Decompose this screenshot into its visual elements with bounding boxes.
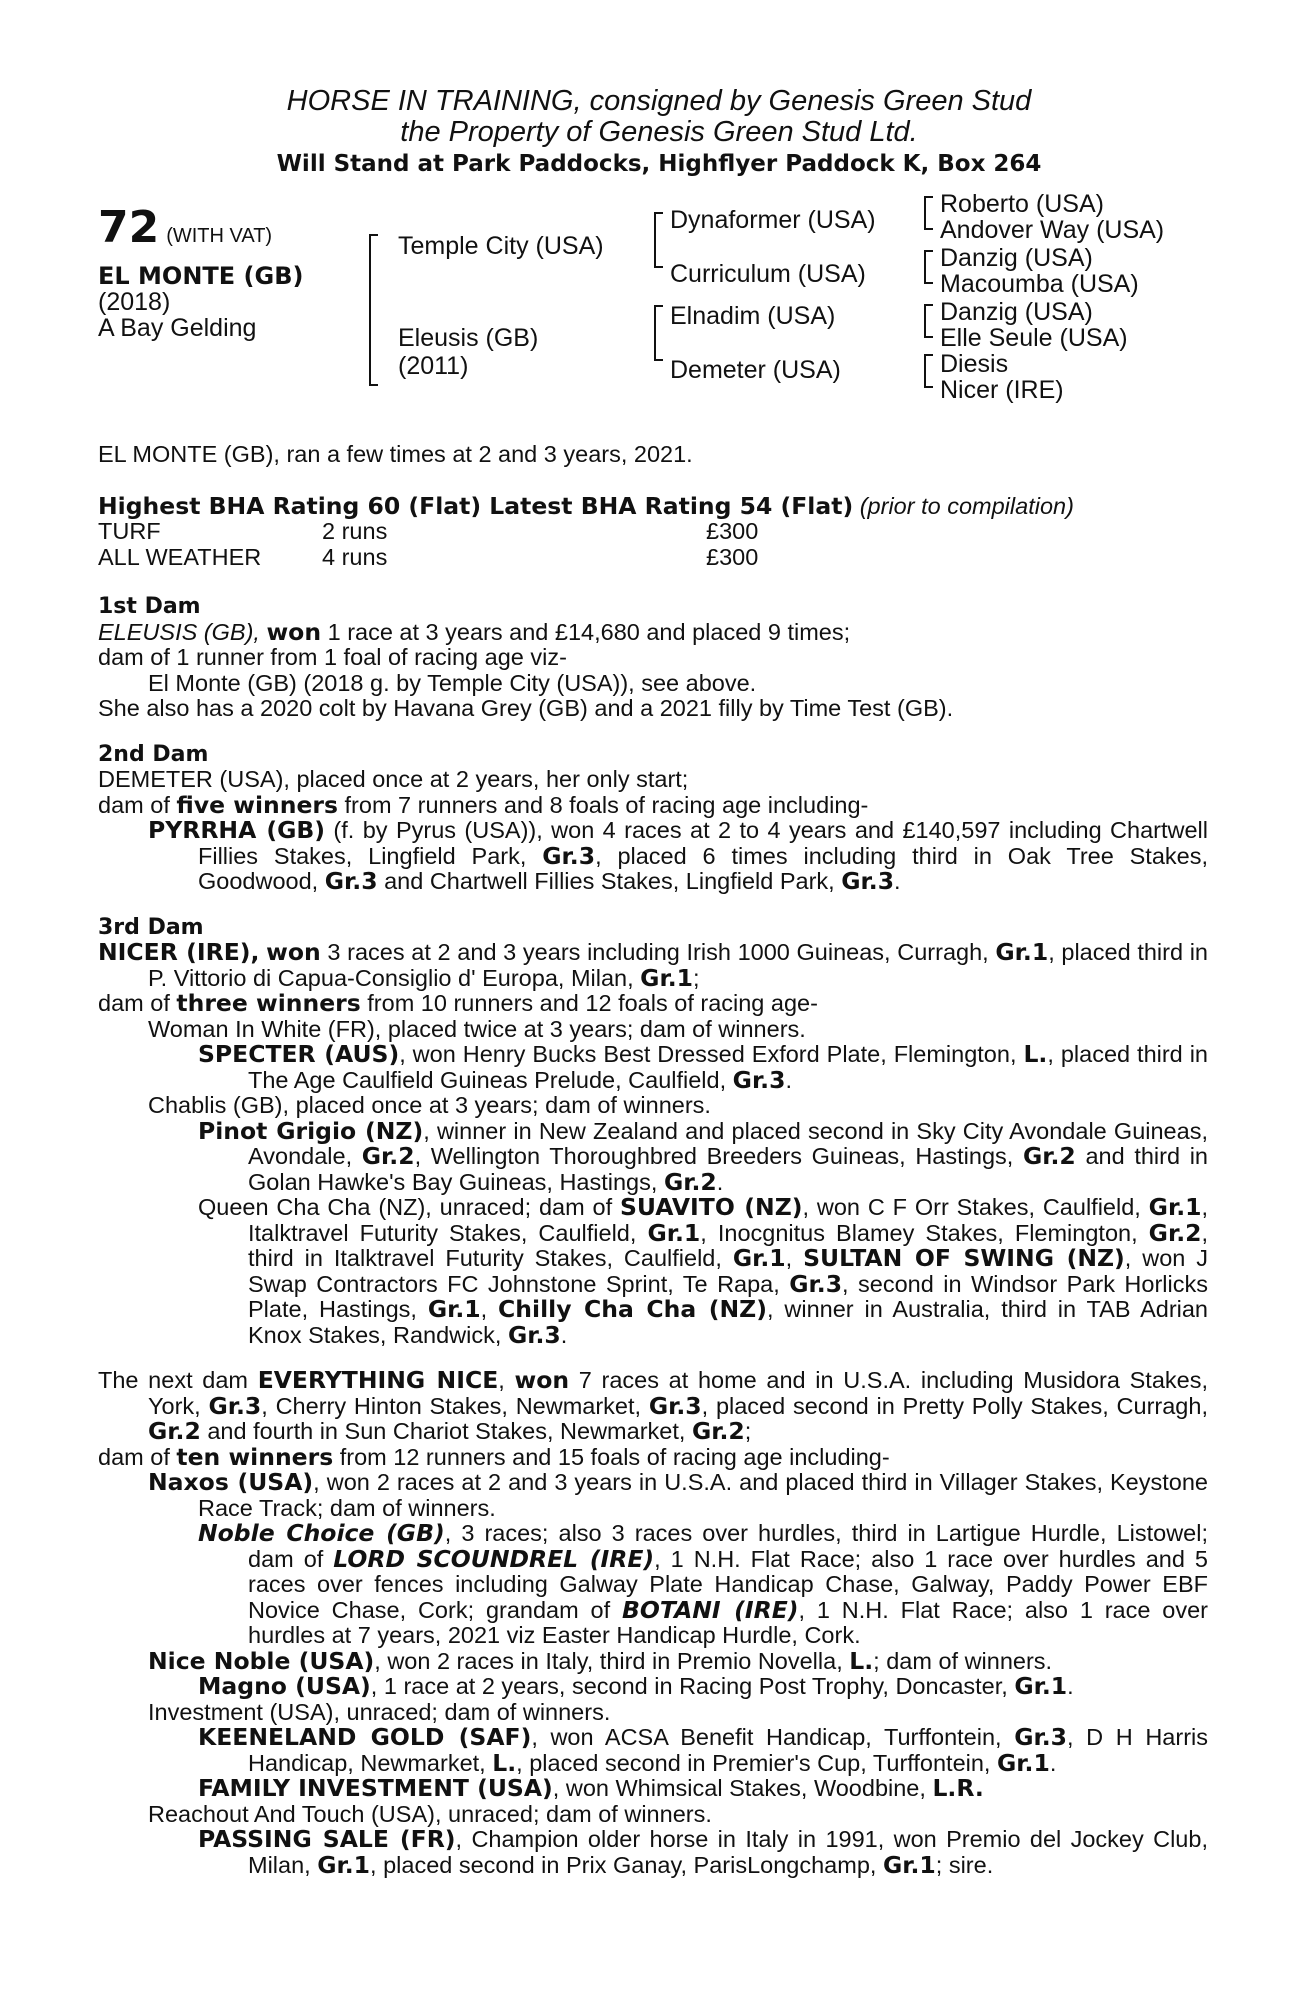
horse-name: EL MONTE (GB) <box>98 262 304 290</box>
surface: TURF <box>98 518 161 544</box>
ancestor: Elle Seule (USA) <box>940 324 1128 352</box>
first-dam-section <box>98 594 1208 722</box>
produce-summary: dam of three winners from 10 runners and 12 foals of racing age- <box>98 989 818 1017</box>
ancestor: Roberto (USA) <box>940 190 1104 218</box>
prize-money: £300 <box>706 543 759 570</box>
next-dam-section <box>98 1368 1208 1878</box>
dam-sire: Elnadim (USA) <box>670 302 836 330</box>
produce-entry: Investment (USA), unraced; dam of winners. <box>148 1698 611 1725</box>
bracket <box>924 354 933 388</box>
sire-dam: Curriculum (USA) <box>670 260 866 288</box>
dam-dam: Demeter (USA) <box>670 356 841 384</box>
race-summary: EL MONTE (GB), ran a few times at 2 and 3 years, 2021. <box>98 441 693 467</box>
runs: 4 runs <box>322 543 388 570</box>
bracket <box>924 196 933 230</box>
dam-name: ELEUSIS (GB), <box>98 618 260 645</box>
pedigree-block <box>98 190 1208 442</box>
bracket <box>654 305 663 361</box>
dam-record: The next dam EVERYTHING NICE, won 7 races at home and in U.S.A. including Musidora Stakes, York, Gr.3, Cherry Hinton Stakes, Newmarket, Gr.3, placed second in Pretty Polly Stakes, Curragh, Gr.2 and fourth in Sun Chariot Stakes, Newmarket, Gr.2; <box>98 1366 1209 1445</box>
produce-entry: Woman In White (FR), placed twice at 3 years; dam of winners. <box>148 1015 806 1042</box>
lot-header <box>98 202 272 253</box>
record-text: 1 race at 3 years and £14,680 and placed 9 times; <box>321 618 851 645</box>
sire-sire: Dynaformer (USA) <box>670 206 876 234</box>
catalogue-page <box>98 86 1208 1878</box>
runs: 2 runs <box>322 518 388 544</box>
produce-summary: dam of ten winners from 12 runners and 15 foals of racing age including- <box>98 1442 890 1471</box>
consignor-line: HORSE IN TRAINING, consigned by Genesis Green Stud <box>286 85 1032 117</box>
dam-record: NICER (IRE), won 3 races at 2 and 3 years including Irish 1000 Guineas, Curragh, Gr.1, placed third in P. Vittorio di Capua-Consiglio d' Europa, Milan, Gr.1; <box>98 938 1208 992</box>
rating-block <box>98 491 1208 571</box>
ancestor: Danzig (USA) <box>940 298 1093 326</box>
foaling-year: (2018) <box>98 288 171 316</box>
bracket <box>924 250 933 284</box>
ancestor: Diesis <box>940 350 1009 378</box>
produce-entry: FAMILY INVESTMENT (USA), won Whimsical Stakes, Woodbine, L.R. <box>198 1774 984 1802</box>
produce-entry: Nice Noble (USA), won 2 races in Italy, third in Premio Novella, L.; dam of winners. <box>148 1646 1053 1675</box>
bracket <box>369 234 378 386</box>
ancestor: Andover Way (USA) <box>940 216 1165 244</box>
produce-entry: PASSING SALE (FR), Champion older horse in Italy in 1991, won Premio del Jockey Club, Milan, Gr.1, placed second in Prix Ganay, ParisLongchamp, Gr.1; sire. <box>198 1825 1208 1879</box>
produce-entry: Pinot Grigio (NZ), winner in New Zealand and placed second in Sky City Avondale Guineas, Avondale, Gr.2, Wellington Thoroughbred Breeders Guineas, Hastings, Gr.2 and third in Golan Hawke's Bay Guineas, Hastings, Gr.2. <box>198 1116 1208 1196</box>
produce-summary: dam of 1 runner from 1 foal of racing age viz- <box>98 644 567 670</box>
produce-entry: Noble Choice (GB), 3 races; also 3 races over hurdles, third in Lartigue Hurdle, Listowel; dam of LORD SCOUNDREL (IRE), 1 N.H. Flat Race; also 1 race over hurdles and 5 races over fences including Galway Plate Handicap Chase, Galway, Paddy Power EBF Novice Chase, Cork; grandam of BOTANI (IRE), 1 N.H. Flat Race; also 1 race over hurdles at 7 years, 2021 viz Easter Handicap Hurdle, Cork. <box>198 1519 1208 1648</box>
bracket <box>924 304 933 338</box>
won-label: won <box>266 617 322 646</box>
surface: ALL WEATHER <box>98 543 262 570</box>
ancestor: Macoumba (USA) <box>940 270 1139 298</box>
rating-note: (prior to compilation) <box>859 492 1074 519</box>
produce-entry: Magno (USA), 1 race at 2 years, second in Racing Post Trophy, Doncaster, Gr.1. <box>198 1672 1074 1700</box>
stand-location: Will Stand at Park Paddocks, Highflyer Paddock K, Box 264 <box>276 151 1042 177</box>
produce-entry: Chablis (GB), placed once at 3 years; dam of winners. <box>148 1092 711 1118</box>
dam-record: DEMETER (USA), placed once at 2 years, her only start; <box>98 766 689 792</box>
lot-number: 72 <box>98 202 160 253</box>
second-dam-section <box>98 742 1208 895</box>
sire: Temple City (USA) <box>398 232 604 260</box>
dam: Eleusis (GB) <box>398 324 539 352</box>
produce-entry: El Monte (GB) (2018 g. by Temple City (USA)), see above. <box>148 669 757 696</box>
dam-year: (2011) <box>398 352 469 380</box>
section-heading: 1st Dam <box>98 594 201 619</box>
ancestor: Nicer (IRE) <box>940 376 1064 404</box>
ancestor: Danzig (USA) <box>940 244 1093 272</box>
vat-note: (WITH VAT) <box>166 225 273 247</box>
produce-entry: Naxos (USA), won 2 races at 2 and 3 years in U.S.A. and placed third in Villager Stakes, Keystone Race Track; dam of winners. <box>148 1468 1208 1521</box>
third-dam-section <box>98 915 1208 1349</box>
produce-entry: SPECTER (AUS), won Henry Bucks Best Dressed Exford Plate, Flemington, L., placed third in The Age Caulfield Guineas Prelude, Caulfield, Gr.3. <box>198 1040 1208 1094</box>
produce-entry: KEENELAND GOLD (SAF), won ACSA Benefit Handicap, Turffontein, Gr.3, D H Harris Handicap, Newmarket, L., placed second in Premier's Cup, Turffontein, Gr.1. <box>198 1723 1208 1777</box>
section-heading: 3rd Dam <box>98 914 204 940</box>
produce-entry: Reachout And Touch (USA), unraced; dam of winners. <box>148 1800 712 1827</box>
foals-note: She also has a 2020 colt by Havana Grey (GB) and a 2021 filly by Time Test (GB). <box>98 695 954 721</box>
produce-entry: PYRRHA (GB) (f. by Pyrus (USA)), won 4 races at 2 to 4 years and £140,597 including Chartwell Fillies Stakes, Lingfield Park, Gr.3, placed 6 times including third in Oak Tree Stakes, Goodwood, Gr.3 and Chartwell Fillies Stakes, Lingfield Park, Gr.3. <box>148 816 1209 895</box>
produce-entry: Queen Cha Cha (NZ), unraced; dam of SUAVITO (NZ), won C F Orr Stakes, Caulfield, Gr.1, Italktravel Futurity Stakes, Caulfield, Gr.1, Inocgnitus Blamey Stakes, Flemington, Gr.2, third in Italktravel Futurity Stakes, Caulfield, Gr.1, SULTAN OF SWING (NZ), won J Swap Contractors FC Johnstone Sprint, Te Rapa, Gr.3, second in Windsor Park Horlicks Plate, Hastings, Gr.1, Chilly Cha Cha (NZ), winner in Australia, third in TAB Adrian Knox Stakes, Randwick, Gr.3. <box>198 1193 1209 1349</box>
rating-line: Highest BHA Rating 60 (Flat) Latest BHA Rating 54 (Flat) <box>98 491 854 520</box>
produce-summary: dam of five winners from 7 runners and 8 foals of racing age including- <box>98 790 869 819</box>
property-line: the Property of Genesis Green Stud Ltd. <box>400 116 918 148</box>
runs-row <box>98 545 1208 571</box>
prize-money: £300 <box>706 518 759 544</box>
horse-description: A Bay Gelding <box>98 314 257 342</box>
section-heading: 2nd Dam <box>98 741 209 767</box>
bracket <box>654 212 663 268</box>
runs-row <box>98 519 1208 545</box>
